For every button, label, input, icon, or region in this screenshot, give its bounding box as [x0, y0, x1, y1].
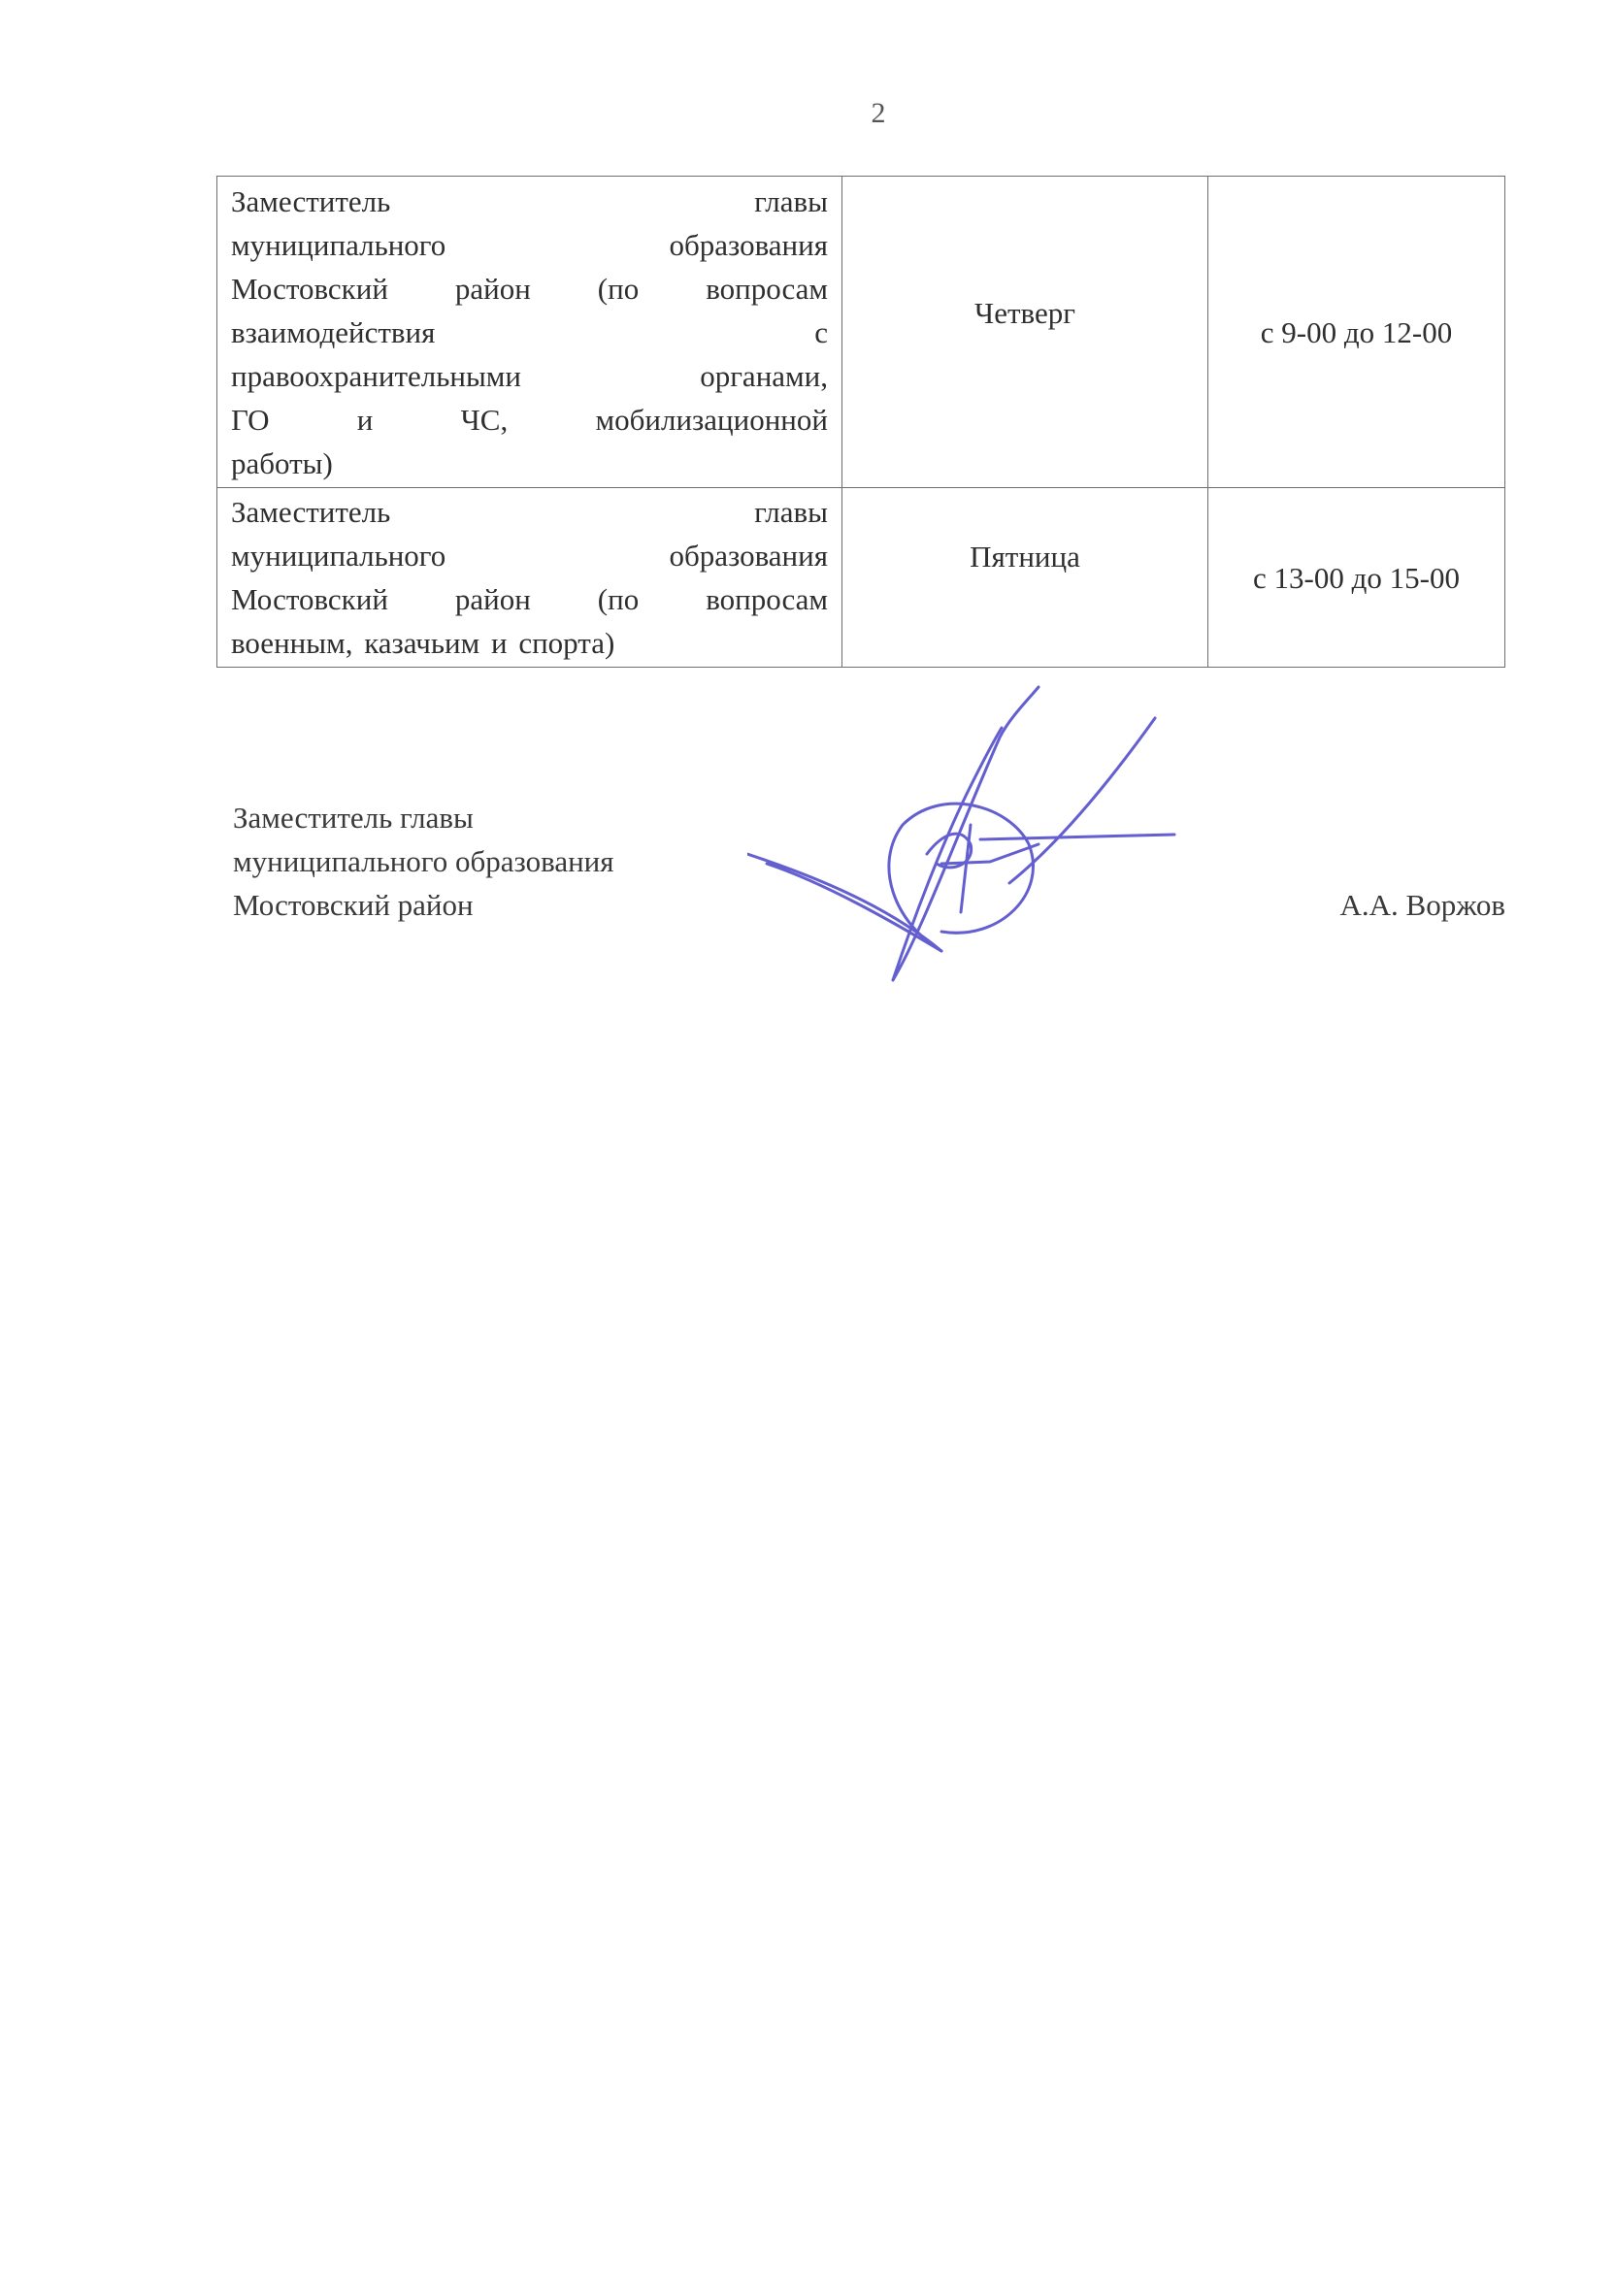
official-line: муниципального образования [231, 539, 828, 573]
official-line: Мостовский район (по вопросам [231, 582, 828, 616]
day-text: Четверг [974, 295, 1075, 330]
time-text: с 13-00 до 15-00 [1253, 560, 1460, 595]
table-row [217, 177, 1505, 488]
reception-schedule-table [216, 176, 1505, 668]
official-line: Заместитель главы [231, 183, 828, 218]
official-line: Мостовский район (по вопросам [231, 271, 828, 306]
handwritten-signature [747, 679, 1291, 1000]
official-cell [217, 488, 842, 668]
official-line: муниципального образования [231, 227, 828, 262]
signer-name: А.А. Воржов [1339, 888, 1505, 922]
signature-stroke [893, 728, 1002, 980]
day-cell [842, 177, 1208, 488]
official-line: работы) [231, 445, 333, 480]
time-text: с 9-00 до 12-00 [1260, 314, 1453, 349]
signature-stroke [747, 854, 941, 951]
signature-stroke [941, 844, 1039, 864]
signature-stroke [980, 835, 1174, 839]
official-line: Заместитель главы [231, 495, 828, 529]
official-line: правоохранительными органами, [231, 358, 828, 393]
day-text: Пятница [970, 539, 1080, 574]
day-cell [842, 488, 1208, 668]
time-cell [1208, 488, 1505, 668]
signer-position-line: муниципального образования [233, 844, 614, 878]
page-number: 2 [871, 97, 886, 129]
time-cell [1208, 177, 1505, 488]
signature-stroke [893, 687, 1039, 980]
signer-position-line: Заместитель главы [233, 801, 474, 835]
signer-position [233, 796, 614, 927]
official-cell [217, 177, 842, 488]
official-line: взаимодействия с [231, 314, 828, 349]
signer-position-line: Мостовский район [233, 888, 474, 922]
official-line: ГО и ЧС, мобилизационной [231, 402, 828, 437]
table-row [217, 488, 1505, 668]
official-line: военным, казачьим и спорта) [231, 626, 615, 660]
